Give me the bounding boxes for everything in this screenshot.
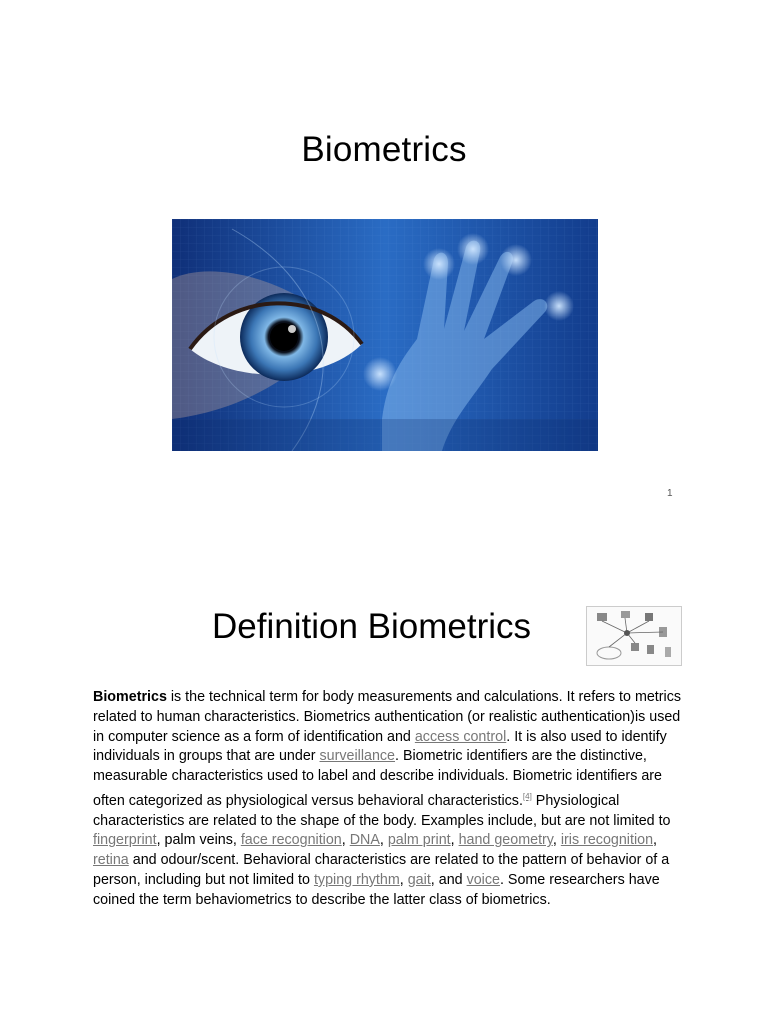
paragraph-text: . Some researchers have coined the term behaviometrics to describe the latter class of biometrics. [93, 871, 660, 908]
link-access-control[interactable]: access control [414, 728, 507, 745]
paragraph-text: , [379, 832, 388, 849]
paragraph-text: , [399, 871, 408, 888]
slide-title-definition: Definition Biometrics [212, 607, 531, 646]
link-gait[interactable]: gait [407, 871, 431, 888]
link-face-recognition[interactable]: face recognition [240, 832, 342, 849]
link-retina[interactable]: retina [93, 852, 129, 869]
paragraph-text: , [341, 832, 350, 849]
paragraph-text: . Biometric identifiers are the distinctive, measurable characteristics used to label and describe individuals. Biometric identifiers are often categorized as physiological versus behavioral characteristics. [93, 748, 662, 809]
eye-and-hand-image [172, 219, 598, 451]
paragraph-text: Physiological characteristics are related to the shape of the body. Examples include, but are not limited to [93, 792, 671, 829]
link-hand-geometry[interactable]: hand geometry [458, 832, 553, 849]
paragraph-text: is the technical term for body measurements and calculations. It refers to metrics related to human characteristics. Biometrics authentication (or realistic authentication)is used in computer science as a form of identification and [93, 689, 682, 745]
biometrics-illustration [172, 219, 598, 451]
paragraph-text: , palm veins, [156, 832, 241, 849]
bold-term: Biometrics [93, 689, 167, 705]
definition-paragraph [93, 688, 693, 911]
link-iris-recognition[interactable]: iris recognition [560, 832, 654, 849]
paragraph-text: , and [430, 871, 467, 888]
link-voice[interactable]: voice [466, 871, 500, 888]
slide-title-biometrics: Biometrics [301, 130, 467, 169]
citation-link[interactable]: [4] [522, 791, 532, 801]
link-fingerprint[interactable]: fingerprint [93, 832, 157, 849]
link-dna[interactable]: DNA [349, 832, 380, 849]
network-diagram-image [586, 606, 682, 666]
paragraph-text: . It is also used to identify individuals in groups that are under [93, 728, 667, 765]
paragraph-text: and odour/scent. Behavioral characteristics are related to the pattern of behavior of a person, including but not limited to [93, 852, 670, 888]
page-number: 1 [667, 488, 673, 499]
link-surveillance[interactable]: surveillance [319, 748, 396, 765]
link-palm-print[interactable]: palm print [387, 832, 451, 849]
paragraph-text: , [653, 832, 658, 849]
link-typing-rhythm[interactable]: typing rhythm [313, 871, 400, 888]
paragraph-text: , [450, 832, 459, 849]
network-diagram-illustration [587, 607, 681, 665]
paragraph-text: , [552, 832, 561, 849]
